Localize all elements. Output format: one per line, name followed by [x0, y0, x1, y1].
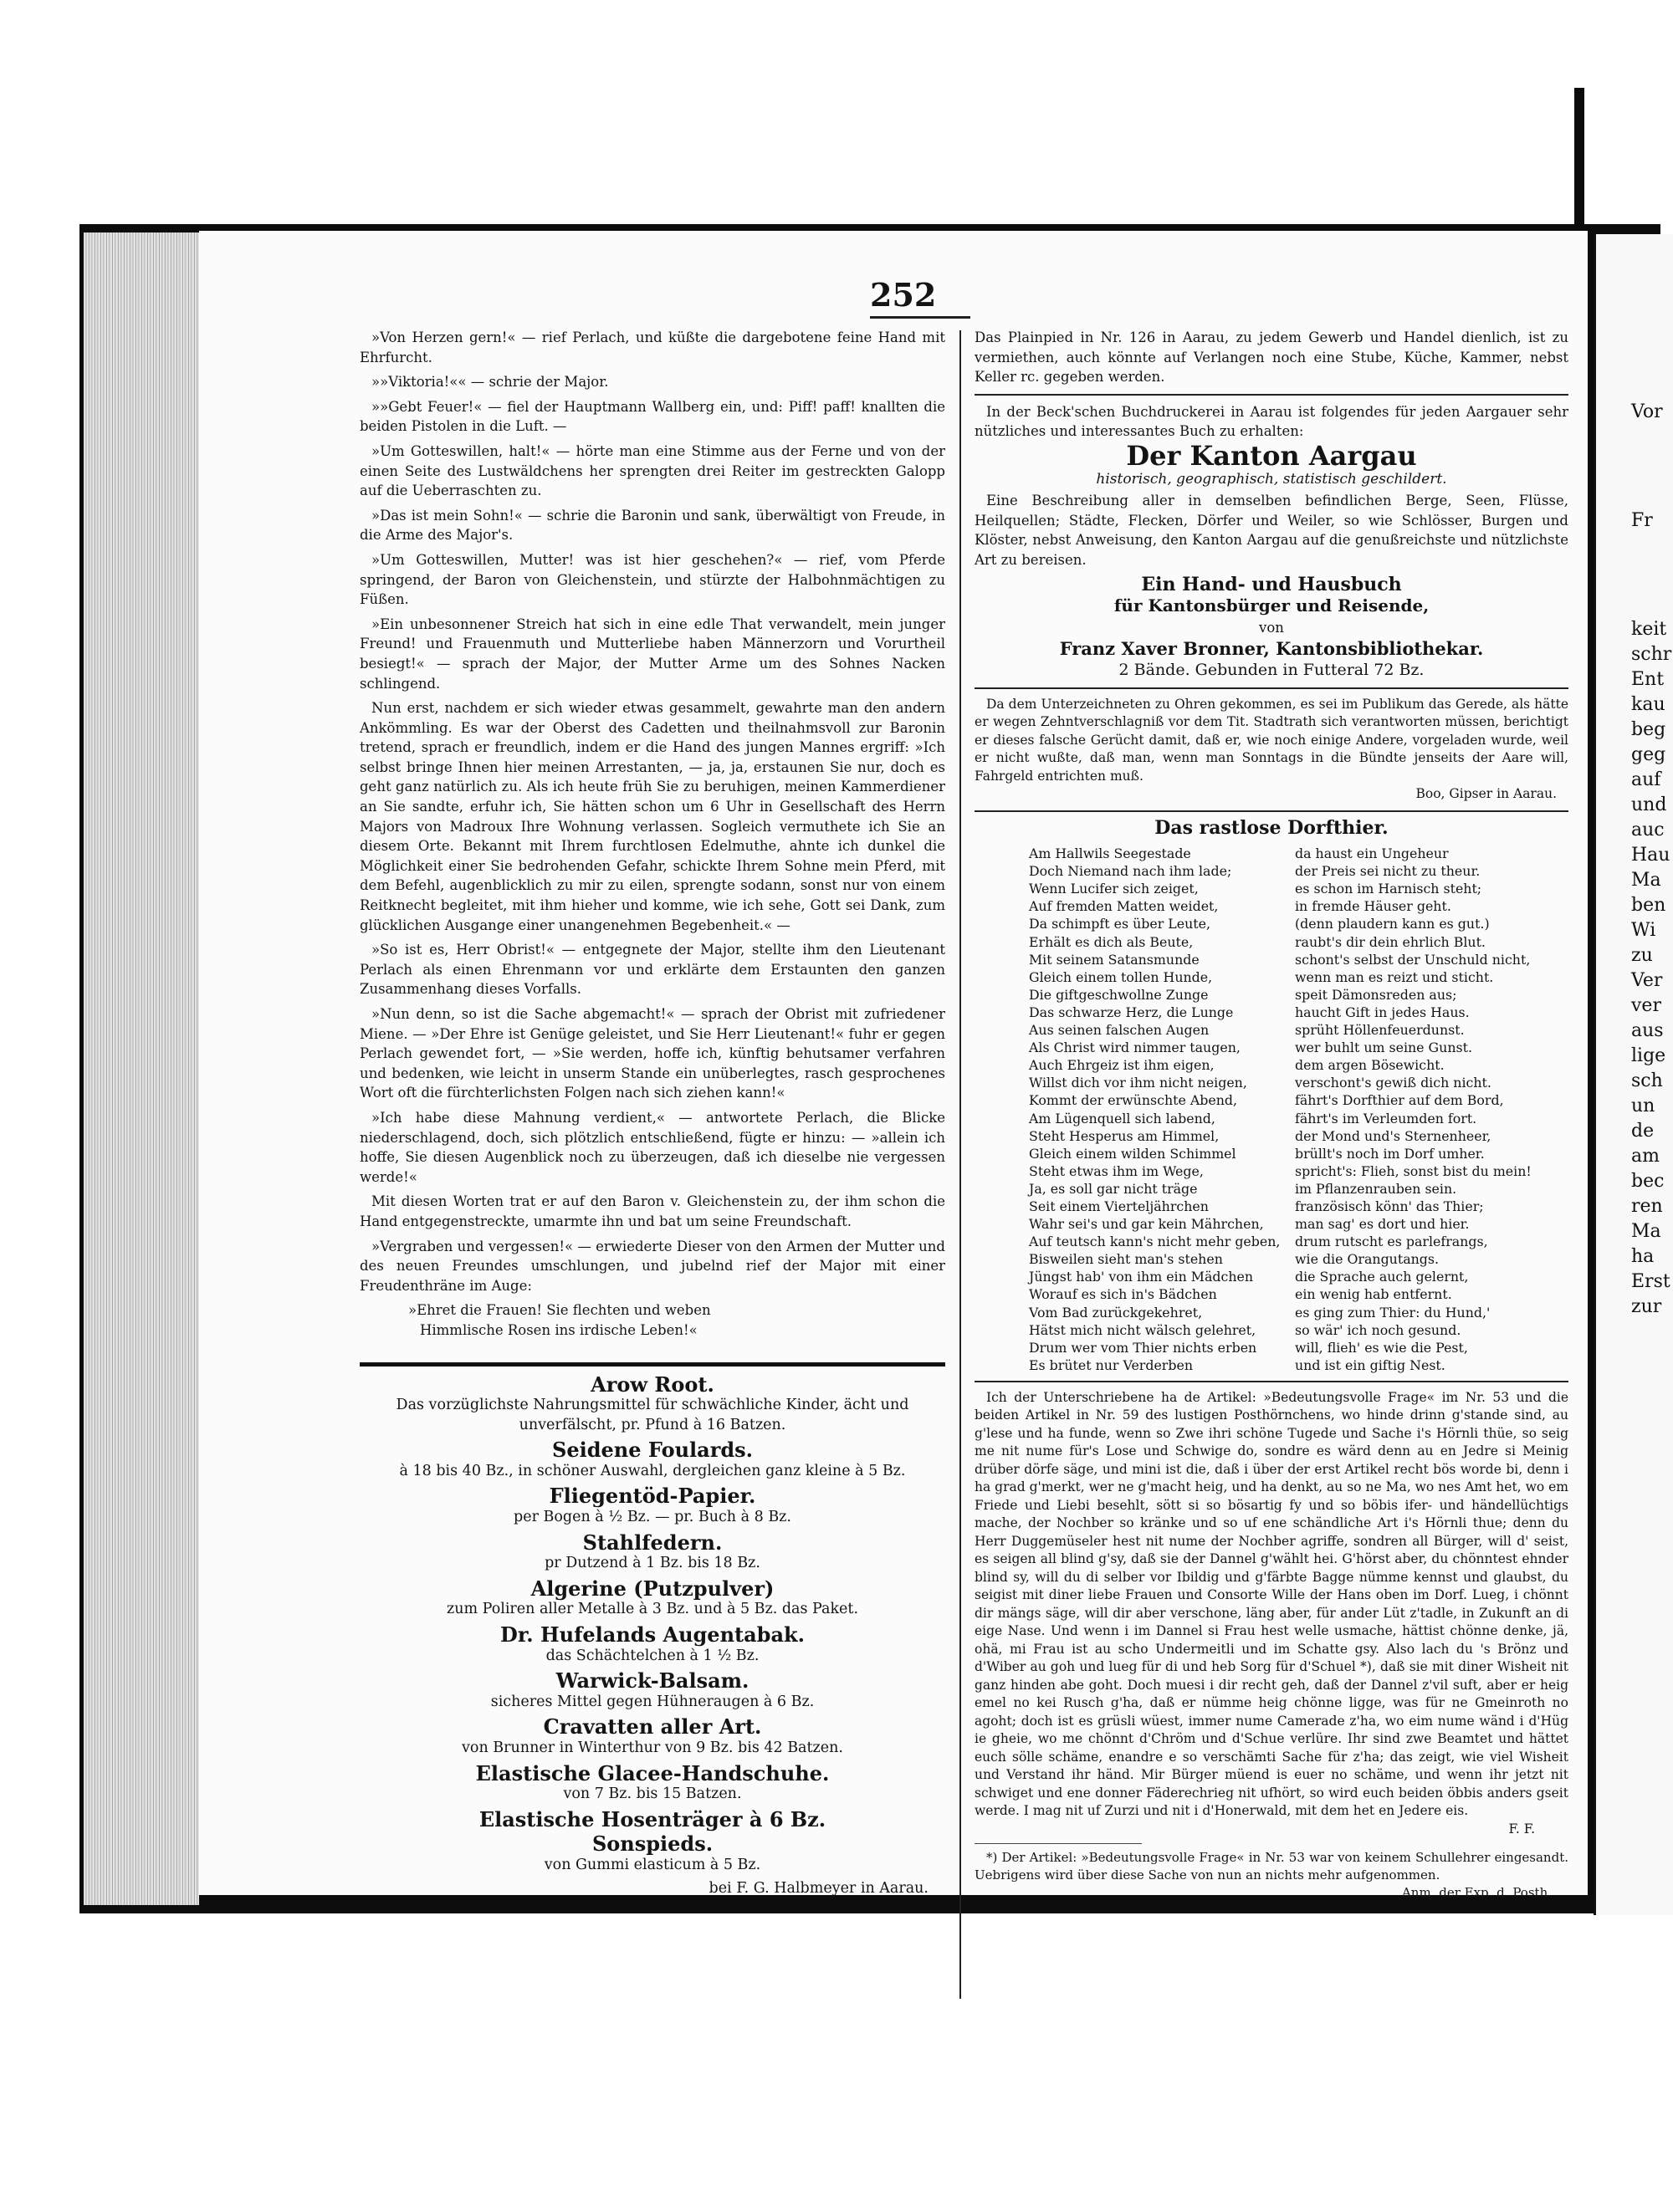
rule [975, 1381, 1568, 1382]
adjacent-page-fragment: und [1631, 794, 1667, 815]
adjacent-page-fragment: ben [1631, 895, 1666, 916]
rule [975, 810, 1568, 812]
poem-line-first-half: Doch Niemand nach ihm lade; [1029, 863, 1232, 880]
adjacent-page-fragment: Wi [1631, 920, 1656, 941]
footnote-signature: Anm. der Exp. d. Posth. [1401, 1885, 1552, 1901]
product-ad [360, 1372, 945, 1436]
poem-line-first-half: Auf teutsch kann's nicht mehr geben, [1029, 1234, 1281, 1250]
poem-line [1029, 897, 1568, 915]
dialect-letter-signature: F. F. [1508, 1821, 1535, 1837]
adjacent-page-fragment: zur [1631, 1296, 1662, 1317]
adjacent-page-fragment: ver [1631, 995, 1661, 1016]
book-audience: für Kantonsbürger und Reisende, [1113, 595, 1430, 616]
product-ad-line: zum Poliren aller Metalle à 3 Bz. und à 5 Bz. das Paket. [446, 1601, 859, 1618]
adjacent-page-fragment: Ent [1631, 669, 1665, 690]
poem-line-first-half: Willst dich vor ihm nicht neigen, [1029, 1075, 1247, 1091]
poem-line-first-half: Wenn Lucifer sich zeiget, [1029, 881, 1199, 897]
poem-line [1029, 1233, 1568, 1250]
product-ad-line: Das vorzüglichste Nahrungsmittel für schwächliche Kinder, ächt und unverfälscht, pr. Pfund à 16 Batzen. [396, 1397, 909, 1433]
adjacent-page-fragment: bec [1631, 1171, 1665, 1192]
book-author: Franz Xaver Bronner, Kantonsbibliothekar. [1059, 638, 1484, 660]
poem-line-first-half: Am Hallwils Seegestade [1029, 845, 1191, 862]
poem-line-second-half: wenn man es reizt und sticht. [1295, 968, 1494, 985]
poem-line-second-half: fährt's im Verleumden fort. [1295, 1110, 1477, 1126]
poem-line [1029, 862, 1568, 880]
adjacent-page-fragment: Vor [1631, 401, 1663, 422]
adjacent-page-fragment: auc [1631, 820, 1665, 840]
story-paragraph: »Vergraben und vergessen!« — erwiederte Dieser von den Armen der Mutter und des neuen Freundes umschlungen, und jubelnd rief der Major mit einer Freudenthräne im Auge: [360, 1238, 945, 1294]
story-paragraph: »Um Gotteswillen, halt!« — hörte man eine Stimme aus der Ferne und von der einen Seite des Lustwäldchens her sprengten drei Reiter im gestreckten Galopp auf die Ueberraschten zu. [360, 442, 945, 499]
verse-line: Himmlische Rosen ins irdische Leben!« [420, 1321, 698, 1338]
poem-line-first-half: Das schwarze Herz, die Lunge [1029, 1004, 1234, 1020]
poem-line-first-half: Jüngst hab' von ihm ein Mädchen [1029, 1269, 1254, 1285]
poem-line-second-half: will, flieh' es wie die Pest, [1295, 1339, 1468, 1356]
poem-line-first-half: Erhält es dich als Beute, [1029, 933, 1194, 950]
product-ad-title: Algerine (Putzpulver) [530, 1576, 775, 1601]
adjacent-page-fragment: Erst [1631, 1271, 1670, 1292]
poem-line [1029, 1180, 1568, 1198]
adjacent-page-fragment: auf [1631, 769, 1661, 790]
product-ad [360, 1668, 945, 1712]
scan-margin-top [0, 0, 1673, 226]
adjacent-page-fragment: geg [1631, 744, 1666, 765]
product-ad-line: pr Dutzend à 1 Bz. bis 18 Bz. [545, 1555, 760, 1572]
product-ad [360, 1760, 945, 1805]
adjacent-page-fragment: aus [1631, 1020, 1664, 1041]
poem-line [1029, 845, 1568, 862]
poem-line-second-half: ein wenig hab entfernt. [1295, 1286, 1452, 1303]
poem-line-second-half: und ist ein giftig Nest. [1295, 1356, 1445, 1373]
verse-line: »Ehret die Frauen! Sie flechten und weben [408, 1302, 711, 1319]
adjacent-page-fragment: Hau [1631, 845, 1670, 866]
poem-line-first-half: Als Christ wird nimmer taugen, [1029, 1040, 1241, 1056]
product-ad-line: das Schächtelchen à 1 ½ Bz. [545, 1647, 760, 1664]
adjacent-page-fragment: Ma [1631, 870, 1661, 891]
adjacent-page-fragment: Ma [1631, 1221, 1661, 1242]
poem-line [1029, 1039, 1568, 1056]
poem-line-second-half: dem argen Bösewicht. [1295, 1057, 1445, 1074]
poem-line-first-half: Aus seinen falschen Augen [1029, 1022, 1210, 1039]
poem-line [1029, 1145, 1568, 1162]
product-ad-title: Elastische Hosenträger à 6 Bz. [478, 1806, 826, 1831]
poem-line [1029, 1339, 1568, 1356]
poem-line-second-half: so wär' ich noch gesund. [1295, 1321, 1461, 1338]
poem-line-first-half: Seit einem Vierteljährchen [1029, 1198, 1209, 1214]
dialect-letter-text: Ich der Unterschriebene ha de Artikel: »Bedeutungsvolle Frage« im Nr. 53 und die beiden Artikel in Nr. 59 des lustigen Posthörnchens, wo hinde drinn g'stande sind, au g'lese und ha funde, wenn so Zwe ihri schöne Tugede und Sache i's Hörnli thüe, so seig me nit nume für's Lose und Schwige do, sondre es wärd denn au en Jedre si Meinig drüber dörfe säge, und mini ist die, daß i über der erst Artikel recht bös worde bi, denn i ha grad g'merkt, wer ne g'macht heig, und ha denkt, au so ne Ma, wo nes Amt het, wo em Friede und Liebi besehlt, sött si so bösartig fy und so böbis ifer- und händellüchtigs mache, der Nochber so kränke und so uf ene schändliche Art i's Hörnli thue; denn du Herr Duggemüseler hest nit nume der Nochber agriffe, sondren all Bürger, will d' seist, es seigen all blind g'sy, daß sie der Dannel g'wählt hei. G'hörst aber, du chönntest ehnder blind sy, will du di selber vor Ibildig und g'färbte Bagge nümme kennst und glaubst, du seigist mit diner liebe Frauen und Consorte Wille der Hans oben im Dorf. Lueg, i chönnt dir mängs säge, will dir aber verschone, läng aber, für ander Lüt z'tadle, in Zukunft an di eige Nase. Und wenn i im Dannel si Frau hest welle usmache, hättist chönne denke, jä, ohä, mi Frau ist au scho Undermeitli und im Schatte gsy. Also lach du 's Brönz und d'Wiber au goh und lueg für di und heb Sorg für d'Schuel *), daß sie mit diner Wisheit nit ganz hinden abe goht. Doch muesi i dir recht geh, daß der Dannel z'vil suft, aber er heig emel no kei Rusch g'ha, daß er nümme heig chönne ligge, was für ne Gmeinroth no agoht; doch ist es grüsli wüest, immer nume Camerade z'ha, wo eim nume wänd i d'Hüg ie gheie, wo me chönnt d'Chröm und d'Schue verlüre. Ihr sind zwe Beamtet und hättet euch sölle schäme, enandre e so verschämti Sache für z'ha; das zeigt, wie viel Wisheit und Verstand ihr händ. Mir Bürger müend is euer no schäme, und wenn ihr jetzt nit schwiget und ene donner Fäderechrieg nit ufhört, so wird euch beiden öbbis anders gseit werde. I mag nit uf Zurzi und nit i d'Honerwald, mit dem het en Jedere eis. [975, 1389, 1568, 1819]
poem-line-second-half: spricht's: Flieh, sonst bist du mein! [1295, 1162, 1532, 1179]
product-ad [360, 1806, 945, 1831]
footnote [975, 1849, 1568, 1902]
poem-line [1029, 1304, 1568, 1321]
adjacent-page-fragment: Fr [1631, 510, 1653, 531]
poem-line-second-half: raubt's dir dein ehrlich Blut. [1295, 933, 1486, 950]
adjacent-page-fragment: zu [1631, 945, 1653, 966]
poem-line [1029, 951, 1568, 968]
product-ad-title: Warwick-Balsam. [555, 1668, 750, 1693]
adjacent-page-fragment: schr [1631, 644, 1672, 665]
poem-line-second-half: drum rutscht es parlefrangs, [1295, 1234, 1488, 1250]
poem-line [1029, 880, 1568, 897]
story-paragraph: »Von Herzen gern!« — rief Perlach, und küßte die dargebotene feine Hand mit Ehrfurcht. [360, 330, 945, 365]
story-paragraph: »»Gebt Feuer!« — fiel der Hauptmann Wallberg ein, und: Piff! paff! knallten die beiden Pistolen in die Luft. — [360, 398, 945, 435]
story-paragraph: Nun erst, nachdem er sich wieder etwas gesammelt, gewahrte man den andern Ankömmling. Es war der Oberst des Cadetten und theilnahmsvoll zur Baronin tretend, sprach er freundlich, indem er die Hand des jungen Mannes ergriff: »Ich selbst bringe Ihnen hier meinen Arrestanten, — ja, ja, erstaunen Sie nur, doch es geht ganz natürlich zu. Als ich heute früh Sie zu beruhigen, meinen Kammerdiener an Sie sandte, erfuhr ich, Sie hätten schon um 6 Uhr in Gesellschaft des Herrn Majors von Madroux Ihre Wohnung verlassen. Sogleich vermuthete ich Sie an diesem Orte. Bekannt mit Ihrem furchtlosen Edelmuthe, ahnte ich dunkel die Möglichkeit einer Sie bedrohenden Gefahr, schickte Ihrem Sohne mein Pferd, mit dem Befehl, augenblicklich zu mir zu eilen, sprengte sodann, sonst nur von einem Reitknecht begleitet, mit ihm hieher und komme, wie ich sehe, Gott sei Dank, zum glücklichen Ausgange einer unangenehmen Begebenheit.« — [360, 700, 945, 933]
poem-line-first-half: Steht etwas ihm im Wege, [1029, 1162, 1204, 1179]
poem-line-second-half: es ging zum Thier: du Hund,' [1295, 1304, 1491, 1321]
product-ad-title: Seidene Foulards. [552, 1438, 753, 1463]
poem-line-first-half: Auch Ehrgeiz ist ihm eigen, [1029, 1057, 1215, 1074]
book-price: 2 Bände. Gebunden in Futteral 72 Bz. [1118, 660, 1425, 679]
adjacent-page-fragment: kau [1631, 694, 1665, 715]
poem-line-first-half: Mit seinem Satansmunde [1029, 951, 1200, 968]
poem-line-second-half: im Pflanzenrauben sein. [1295, 1180, 1457, 1197]
product-ad [360, 1714, 945, 1758]
poem-line-first-half: Da schimpft es über Leute, [1029, 916, 1211, 932]
poem-line-second-half: wie die Orangutangs. [1295, 1251, 1440, 1268]
adjacent-page-fragment: Ver [1631, 970, 1663, 991]
poem-line [1029, 1056, 1568, 1074]
poem-line-first-half: Hätst mich nicht wälsch gelehret, [1029, 1321, 1256, 1338]
poem-line [1029, 915, 1568, 932]
poem-line-first-half: Die giftgeschwollne Zunge [1029, 986, 1209, 1003]
story-paragraph: »So ist es, Herr Obrist!« — entgegnete der Major, stellte ihm den Lieutenant Perlach als einen Ehrenmann vor und erklärte dem Erstaunten den ganzen Zusammenhang dieses Vorfalls. [360, 942, 945, 998]
poem [1029, 845, 1568, 1374]
product-ad [360, 1530, 945, 1574]
story-paragraph: »Ich habe diese Mahnung verdient,« — antwortete Perlach, die Blicke niederschlagend, doch, sich plötzlich entschließend, fügte er hinzu: — »allein ich hoffe, Sie diesen Augenblick noch zu überzeugen, daß ich dieselbe nie vergessen werde!« [360, 1109, 945, 1185]
poem-line-first-half: Auf fremden Matten weidet, [1029, 898, 1219, 915]
adjacent-page-fragment: ha [1631, 1246, 1655, 1267]
column-divider [959, 330, 961, 1999]
product-ad-line: per Bogen à ½ Bz. — pr. Buch à 8 Bz. [514, 1509, 791, 1526]
poem-line-second-half: sprüht Höllenfeuerdunst. [1295, 1022, 1465, 1039]
story-paragraph: »Ein unbesonnener Streich hat sich in eine edle That verwandelt, mein junger Freund! und Frauenmuth und Mutterliebe haben Männerzorn und Vorurtheil besiegt!« — sprach der Major, der Mutter Arme um des Sohnes Nacken schlingend. [360, 616, 945, 692]
book-title: Der Kanton Aargau [1126, 439, 1417, 472]
poem-line-second-half: man sag' es dort und hier. [1295, 1216, 1470, 1233]
product-ad-line: von Brunner in Winterthur von 9 Bz. bis 42 Batzen. [462, 1739, 843, 1756]
poem-line-second-half: der Mond und's Sternenheer, [1295, 1127, 1491, 1144]
product-ad-line: sicheres Mittel gegen Hühneraugen à 6 Bz. [490, 1693, 815, 1710]
story-paragraph: »Das ist mein Sohn!« — schrie die Baronin und sank, überwältigt von Freude, in die Arme des Major's. [360, 507, 945, 544]
poem-line [1029, 1250, 1568, 1268]
poem-line-first-half: Bisweilen sieht man's stehen [1029, 1251, 1223, 1268]
page-number-underline [870, 316, 970, 319]
plainpied-notice: Das Plainpied in Nr. 126 in Aarau, zu jedem Gewerb und Handel dienlich, ist zu vermiethen, auch könnte auf Verlangen noch eine Stube, Küche, Kammer, nebst Keller rc. gegeben werden. [975, 330, 1568, 386]
adjacent-page-fragment: sch [1631, 1070, 1663, 1091]
poem-line-second-half: schont's selbst der Unschuld nicht, [1295, 951, 1531, 968]
product-ad-line: à 18 bis 40 Bz., in schöner Auswahl, dergleichen ganz kleine à 5 Bz. [399, 1462, 906, 1479]
poem-line [1029, 1162, 1568, 1180]
product-ad [360, 1486, 945, 1527]
book-advertisement [975, 402, 1568, 681]
poem-line-second-half: es schon im Harnisch steht; [1295, 881, 1482, 897]
product-ad [360, 1576, 945, 1620]
poem-line-second-half: fährt's Dorfthier auf dem Bord, [1295, 1092, 1504, 1109]
poem-line-second-half: der Preis sei nicht zu theur. [1295, 863, 1481, 880]
adjacent-page-fragment: ren [1631, 1196, 1663, 1217]
poem-line-second-half: französisch könn' das Thier; [1295, 1198, 1484, 1214]
poem-line-first-half: Am Lügenquell sich labend, [1029, 1110, 1215, 1126]
poem-line-second-half: brüllt's noch im Dorf umher. [1295, 1145, 1485, 1162]
gypser-notice-text: Da dem Unterzeichneten zu Ohren gekommen, es sei im Publikum das Gerede, als hätte er wegen Zehntverschlagniß vor dem Tit. Stadtrath sich verantworten müssen, berichtigt er dieses falsche Gerücht damit, daß er, wie noch einige Andere, vorgeladen wurde, weil er nicht wußte, daß man, wenn man Sonntags in die Bündte jenseits der Aare will, Fahrgeld entrichten muß. [975, 696, 1568, 784]
product-ad-line: von 7 Bz. bis 15 Batzen. [563, 1785, 742, 1803]
product-ad [360, 1622, 945, 1666]
poem-line [1029, 1004, 1568, 1021]
product-ad-title: Cravatten aller Art. [543, 1714, 762, 1739]
poem-line [1029, 1198, 1568, 1215]
poem-line-second-half: wer buhlt um seine Gunst. [1295, 1040, 1472, 1056]
book-subtitle: historisch, geographisch, statistisch geschildert. [1096, 470, 1447, 488]
story-paragraph: Mit diesen Worten trat er auf den Baron v. Gleichenstein zu, der ihm schon die Hand entgegenstreckte, umarmte ihn und bat um seine Freundschaft. [360, 1193, 945, 1229]
poem-line-first-half: Es brütet nur Verderben [1029, 1356, 1193, 1373]
rule [975, 687, 1568, 689]
poem-line-first-half: Drum wer vom Thier nichts erben [1029, 1339, 1257, 1356]
poem-line [1029, 1321, 1568, 1339]
poem-line [1029, 968, 1568, 986]
product-ad-title: Arow Root. [591, 1372, 714, 1397]
poem-line-second-half: in fremde Häuser geht. [1295, 898, 1451, 915]
poem-line-first-half: Worauf es sich in's Bädchen [1029, 1286, 1217, 1303]
footnote-text: *) Der Artikel: »Bedeutungsvolle Frage« in Nr. 53 war von keinem Schullehrer eingesandt. Uebrigens wird über diese Sache von nun an nichts mehr aufgenommen. [975, 1850, 1568, 1883]
right-column [975, 328, 1568, 1902]
product-ad [360, 1831, 945, 1898]
poem-line [1029, 1091, 1568, 1109]
poem-line [1029, 1356, 1568, 1374]
poem-line [1029, 1215, 1568, 1233]
rule [975, 394, 1568, 396]
poem-line [1029, 1285, 1568, 1303]
product-ad-line: von Gummi elasticum à 5 Bz. [544, 1856, 761, 1873]
book-description: Eine Beschreibung aller in demselben befindlichen Berge, Seen, Flüsse, Heilquellen; Städte, Flecken, Dörfer und Weiler, so wie Schlösser, Burgen und Klöster, nebst Anweisung, den Kanton Aargau auf die genußreichste und nützlichste Art zu bereisen. [975, 493, 1568, 568]
poem-line [1029, 986, 1568, 1004]
section-separator [360, 1362, 945, 1367]
book-title-secondary: Ein Hand- und Hausbuch [1141, 573, 1402, 595]
product-ads [360, 1372, 945, 1899]
adjacent-page-fragment: beg [1631, 719, 1666, 740]
poem-line-second-half: verschont's gewiß dich nicht. [1295, 1075, 1491, 1091]
product-ad-title: Dr. Hufelands Augentabak. [500, 1622, 805, 1648]
story-text [360, 328, 945, 1295]
gypser-signature: Boo, Gipser in Aarau. [1415, 786, 1557, 801]
dialect-letter [975, 1389, 1568, 1839]
poem-line-second-half: die Sprache auch gelernt, [1295, 1269, 1469, 1285]
poem-line-second-half: speit Dämonsreden aus; [1295, 986, 1457, 1003]
book-ad-intro: In der Beck'schen Buchdruckerei in Aarau ist folgendes für jeden Aargauer sehr nützliches und interessantes Buch zu erhalten: [975, 403, 1568, 440]
poem-line [1029, 1074, 1568, 1091]
product-ad-title: Sonspieds. [591, 1831, 714, 1857]
poem-line-first-half: Wahr sei's und gar kein Mährchen, [1029, 1216, 1264, 1233]
poem-line-first-half: Vom Bad zurückgekehret, [1029, 1304, 1203, 1321]
poem-line [1029, 1021, 1568, 1039]
adjacent-page-fragment: keit [1631, 619, 1667, 640]
story-paragraph: »Nun denn, so ist die Sache abgemacht!« — sprach der Obrist mit zufriedener Miene. — »Der Ehre ist Genüge geleistet, und Sie Herr Lieutenant!« fuhr er gegen Perlach gewendet fort, — »Sie werden, hoffe ich, künftig behutsamer verfahren und bedenken, wie leicht in unserm Stande ein unüberlegtes, rasch gesprochenes Wort oft die fürchterlichsten Folgen nach sich ziehen kann!« [360, 1006, 945, 1101]
poem-title: Das rastlose Dorfthier. [1154, 816, 1389, 839]
poem-line-first-half: Steht Hesperus am Himmel, [1029, 1127, 1220, 1144]
product-ad-title: Fliegentöd-Papier. [549, 1484, 756, 1509]
left-column [360, 328, 945, 1902]
product-ad-title: Stahlfedern. [582, 1530, 723, 1555]
gypser-notice [975, 696, 1568, 804]
story-paragraph: »»Viktoria!«« — schrie der Major. [371, 374, 609, 391]
poem-line [1029, 1127, 1568, 1145]
poem-line-first-half: Gleich einem tollen Hunde, [1029, 968, 1213, 985]
page-number: 252 [870, 276, 937, 314]
poem-line [1029, 1110, 1568, 1127]
adjacent-page-fragment: am [1631, 1146, 1660, 1167]
closing-verse [360, 1300, 945, 1340]
poem-line-first-half: Gleich einem wilden Schimmel [1029, 1145, 1236, 1162]
poem-line-second-half: da haust ein Ungeheur [1295, 845, 1449, 862]
product-ad-title: Elastische Glacee-Handschuhe. [475, 1760, 830, 1785]
page-edge-stack [84, 232, 199, 1905]
product-ad [360, 1440, 945, 1481]
footnote-rule [975, 1843, 1142, 1844]
story-paragraph: »Um Gotteswillen, Mutter! was ist hier geschehen?« — rief, vom Pferde springend, der Baron von Gleichenstein, und stürzte der Halbohnmächtigen zu Füßen. [360, 551, 945, 608]
adjacent-page-fragment: un [1631, 1096, 1655, 1116]
poem-line-second-half: haucht Gift in jedes Haus. [1295, 1004, 1470, 1020]
poem-line [1029, 1268, 1568, 1285]
adjacent-page-fragment: lige [1631, 1045, 1666, 1066]
poem-line-first-half: Ja, es soll gar nicht träge [1029, 1180, 1198, 1197]
poem-line-second-half: (denn plaudern kann es gut.) [1295, 916, 1490, 932]
poem-line-first-half: Kommt der erwünschte Abend, [1029, 1092, 1238, 1109]
product-ad-line: bei F. G. Halbmeyer in Aarau. [709, 1879, 929, 1897]
binding-edge-mark [1574, 88, 1584, 226]
book-von: von [1259, 619, 1284, 636]
adjacent-page-fragment: de [1631, 1121, 1655, 1142]
poem-line [1029, 933, 1568, 951]
